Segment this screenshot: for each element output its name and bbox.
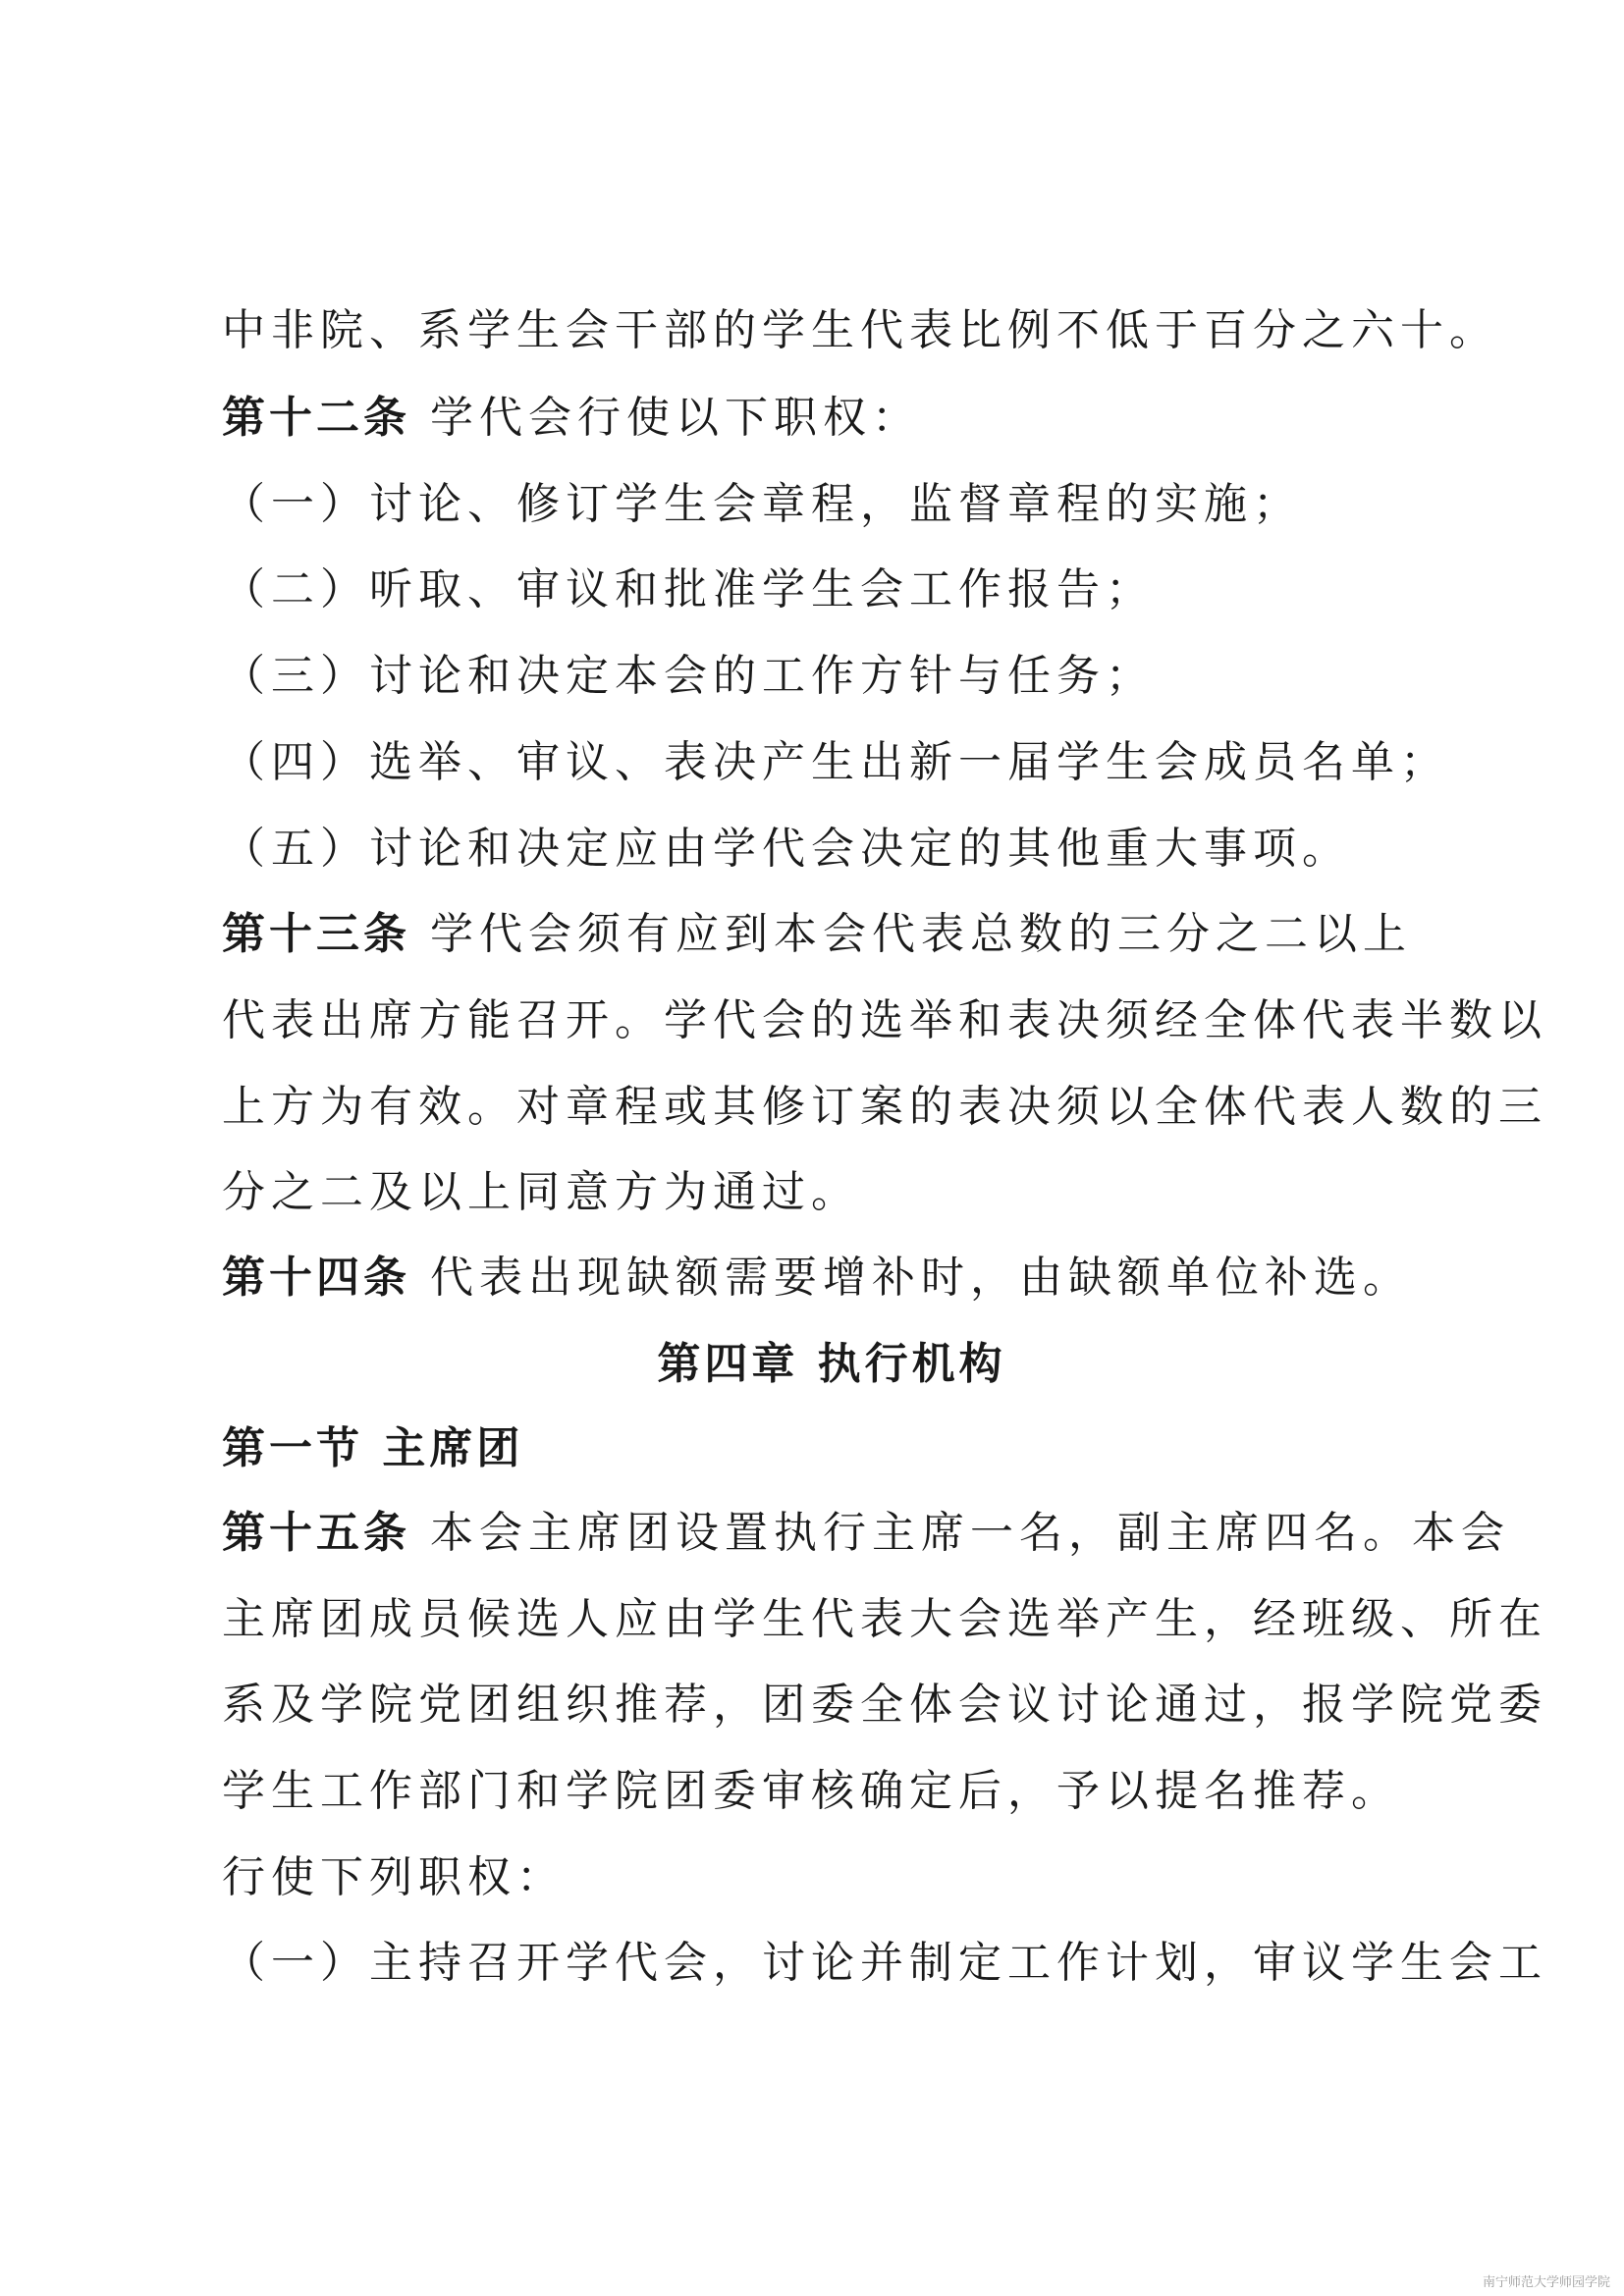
text-line: 主席团成员候选人应由学生代表大会选举产生，经班级、所在 [222, 1594, 1547, 1644]
article-12-line: 第十二条 学代会行使以下职权： [222, 393, 921, 443]
article-13-line: 第十三条 学代会须有应到本会代表总数的三分之二以上 [222, 909, 1412, 959]
text-line: 代表出席方能召开。学代会的选举和表决须经全体代表半数以 [222, 995, 1547, 1045]
article-heading: 第十五条 [222, 1508, 410, 1558]
text-line: 分之二及以上同意方为通过。 [222, 1167, 860, 1217]
article-heading: 第十四条 [222, 1253, 410, 1303]
watermark: 南宁师范大学师园学院 [1482, 2275, 1610, 2290]
list-item: （二）听取、审议和批准学生会工作报告； [222, 564, 1155, 614]
article-15-line: 第十五条 本会主席团设置执行主席一名，副主席四名。本会 [222, 1508, 1510, 1558]
list-item: （一）主持召开学代会，讨论并制定工作计划，审议学生会工 [222, 1938, 1547, 1988]
text-line: 上方为有效。对章程或其修订案的表决须以全体代表人数的三 [222, 1082, 1547, 1132]
list-item: （四）选举、审议、表决产生出新一届学生会成员名单； [222, 737, 1449, 787]
text-line: 系及学院党团组织推荐，团委全体会议讨论通过，报学院党委 [222, 1680, 1547, 1730]
list-item: （一）讨论、修订学生会章程，监督章程的实施； [222, 479, 1302, 529]
text-line: 学生工作部门和学院团委审核确定后，予以提名推荐。 [222, 1766, 1400, 1816]
text-line: 中非院、系学生会干部的学生代表比例不低于百分之六十。 [222, 305, 1498, 355]
article-14-line: 第十四条 代表出现缺额需要增补时，由缺额单位补选。 [222, 1253, 1412, 1303]
list-item: （三）讨论和决定本会的工作方针与任务； [222, 651, 1155, 701]
chapter-heading: 第四章 执行机构 [657, 1339, 1006, 1389]
list-item: （五）讨论和决定应由学代会决定的其他重大事项。 [222, 824, 1351, 874]
text-line: 行使下列职权： [222, 1852, 566, 1902]
article-heading: 第十二条 [222, 393, 410, 443]
article-heading: 第十三条 [222, 909, 410, 959]
section-heading: 第一节 主席团 [222, 1423, 524, 1473]
